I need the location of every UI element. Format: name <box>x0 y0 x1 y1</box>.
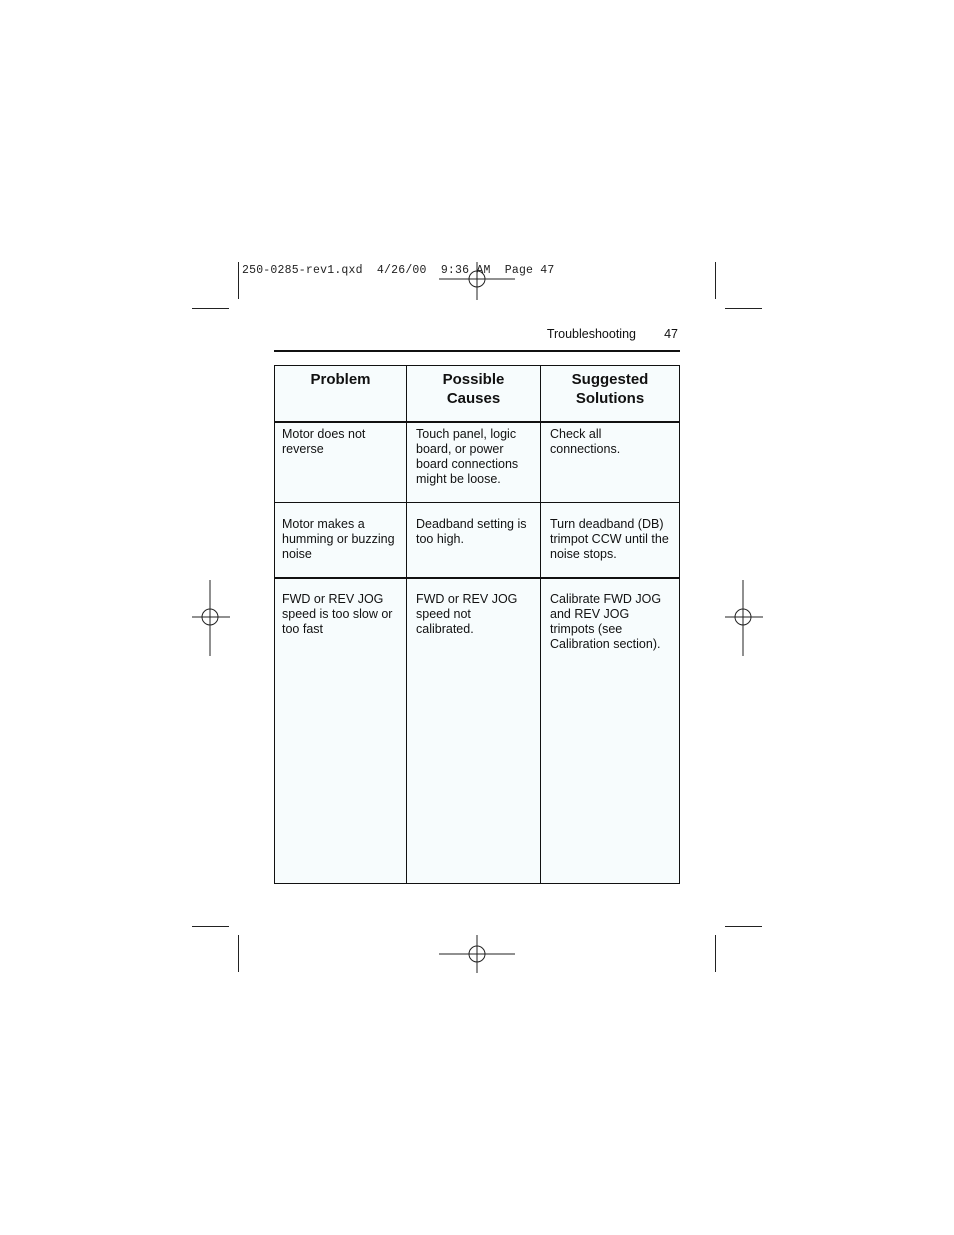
header-divider <box>275 421 679 423</box>
table-cell-causes: Touch panel, logic board, or power board connections might be loose. <box>416 427 519 486</box>
crop-mark-top-left-v <box>238 262 239 299</box>
table-cell-causes: FWD or REV JOG speed not calibrated. <box>416 592 518 636</box>
table-cell-solutions: Turn deadband (DB) trimpot CCW until the noise stops. <box>550 517 669 561</box>
registration-mark-right-icon <box>725 580 763 656</box>
table-cell-solutions: Check all connections. <box>550 427 621 456</box>
row-divider <box>275 502 679 503</box>
running-head <box>274 327 680 347</box>
crop-mark-top-right-v <box>715 262 716 299</box>
crop-mark-top-right-h <box>725 308 762 309</box>
column-divider <box>540 366 541 883</box>
table-cell-problem: Motor does not reverse <box>282 427 366 456</box>
page-number: 47 <box>664 327 678 341</box>
header-rule <box>274 350 680 352</box>
crop-mark-top-left-h <box>192 308 229 309</box>
crop-mark-bottom-right-v <box>715 935 716 972</box>
column-header-solutions: Suggested Solutions <box>571 371 649 407</box>
column-header-causes: Possible Causes <box>442 371 505 407</box>
table-cell-problem: Motor makes a humming or buzzing noise <box>282 517 395 561</box>
print-slug: 250-0285-rev1.qxd 4/26/00 9:36 AM Page 47 <box>242 264 555 277</box>
table-cell-solutions: Calibrate FWD JOG and REV JOG trimpots (see Calibration section). <box>550 592 662 651</box>
table-cell-causes: Deadband setting is too high. <box>416 517 527 546</box>
row-divider <box>275 577 679 579</box>
crop-mark-bottom-right-h <box>725 926 762 927</box>
registration-mark-left-icon <box>192 580 230 656</box>
registration-mark-top-icon <box>439 262 515 300</box>
column-divider <box>406 366 407 883</box>
section-title: Troubleshooting <box>546 327 636 341</box>
crop-mark-bottom-left-v <box>238 935 239 972</box>
table-cell-problem: FWD or REV JOG speed is too slow or too fast <box>282 592 393 636</box>
column-header-problem: Problem <box>310 371 371 388</box>
crop-mark-bottom-left-h <box>192 926 229 927</box>
troubleshooting-table <box>274 365 680 884</box>
registration-mark-bottom-icon <box>439 935 515 973</box>
